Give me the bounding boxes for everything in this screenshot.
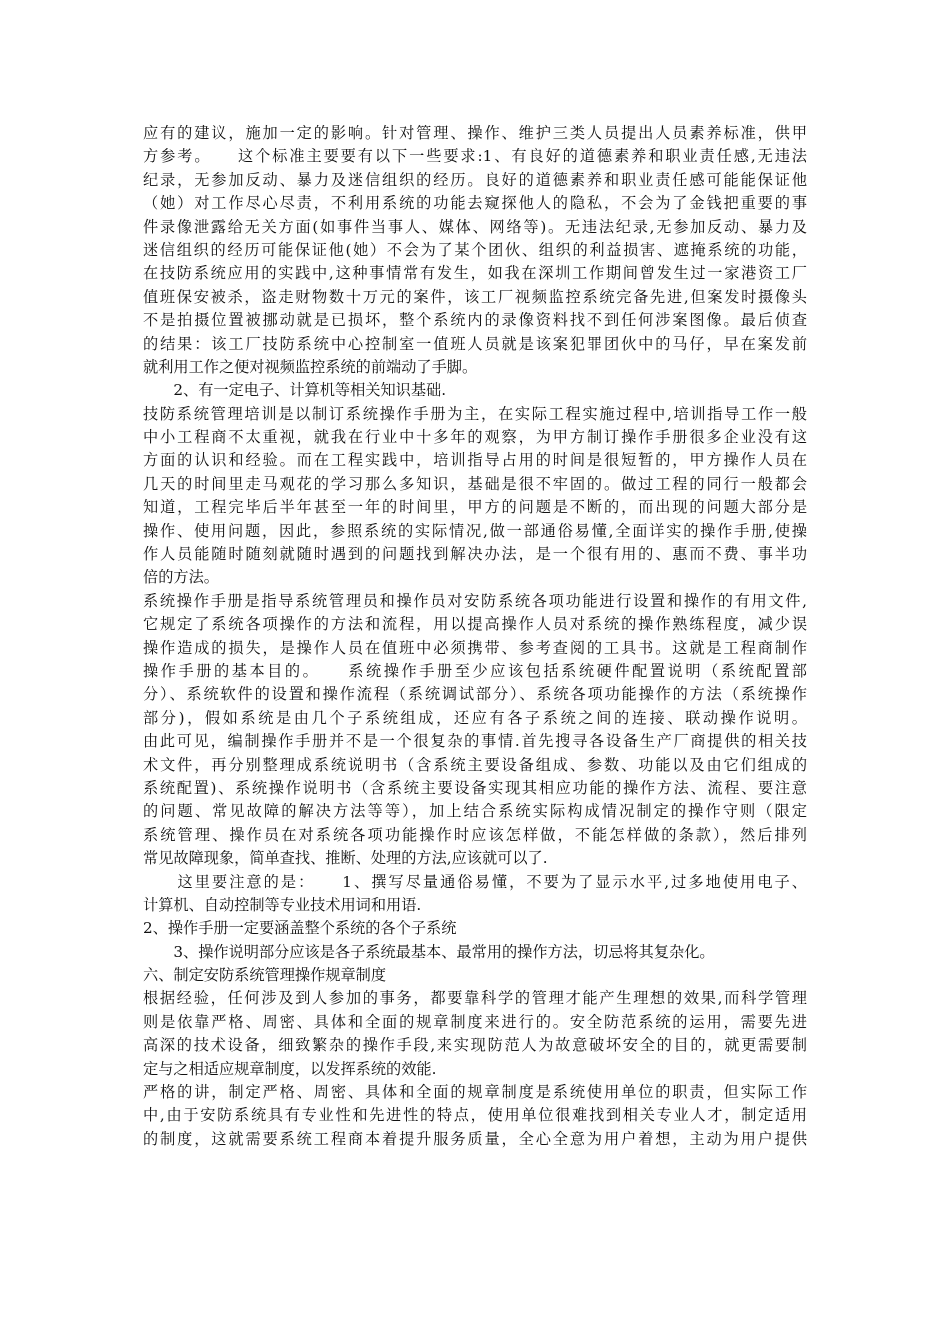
text-line: 部分)，假如系统是由几个子系统组成，还应有各子系统之间的连接、联动操作说明。	[143, 708, 807, 727]
text-line: 的制度，这就需要系统工程商本着提升服务质量，全心全意为用户着想，主动为用户提供	[143, 1129, 807, 1148]
text-line: 操作手册的基本目的。 系统操作手册至少应该包括系统硬件配置说明（系统配置部	[143, 661, 807, 680]
text-line: 六、制定安防系统管理操作规章制度	[143, 966, 386, 985]
text-line: 系统管理、操作员在对系统各项功能操作时应该怎样做，不能怎样做的条款），然后排列	[143, 825, 807, 844]
text-line: 它规定了系统各项操作的方法和流程，用以提高操作人员对系统的操作熟练程度，减少误	[143, 615, 807, 634]
text-line: 中小工程商不太重视，就我在行业中十多年的观察，为甲方制订操作手册很多企业没有这	[143, 428, 807, 447]
text-line: 由此可见，编制操作手册并不是一个很复杂的事情.首先搜寻各设备生产厂商提供的相关技	[143, 732, 807, 751]
text-line: 就利用工作之便对视频监控系统的前端动了手脚。	[143, 357, 478, 376]
text-line: 常见故障现象，简单查找、推断、处理的方法,应该就可以了.	[143, 849, 548, 868]
text-line: 分）、系统软件的设置和操作流程（系统调试部分）、系统各项功能操作的方法（系统操作	[143, 685, 807, 704]
text-line: 知道，工程完毕后半年甚至一年的时间里，甲方的问题是不断的，而出现的问题大部分是	[143, 498, 807, 517]
text-line: 迷信组织的经历可能保证他(她）不会为了某个团伙、组织的利益损害、遮掩系统的功能，	[143, 240, 807, 259]
text-line: 的问题、常见故障的解决方法等等），加上结合系统实际构成情况制定的操作守则（限定	[143, 802, 807, 821]
text-line: 高深的技术设备，细致繁杂的操作手段,来实现防范人为故意破坏安全的目的，就更需要制	[143, 1036, 807, 1055]
text-line: 2、操作手册一定要涵盖整个系统的各个子系统	[143, 919, 457, 938]
document-body	[143, 122, 807, 1151]
text-line: 作人员能随时随刻就随时遇到的问题找到解决办法，是一个很有用的、惠而不费、事半功	[143, 545, 807, 564]
text-line: 纪录，无参加反动、暴力及迷信组织的经历。良好的道德素养和职业责任感可能能保证他	[143, 170, 807, 189]
text-line: 系统配置)、系统操作说明书（含系统主要设备实现其相应功能的操作方法、流程、要注意	[143, 778, 807, 797]
text-line: 定与之相适应规章制度，以发挥系统的效能.	[143, 1059, 437, 1078]
text-line: 这里要注意的是： 1、撰写尽量通俗易懂，不要为了显示水平,过多地使用电子、	[143, 872, 807, 891]
text-line: 方面的认识和经验。而在工程实践中，培训指导占用的时间是很短暂的，甲方操作人员在	[143, 451, 807, 470]
text-line: 值班保安被杀，盗走财物数十万元的案件，该工厂视频监控系统完备先进,但案发时摄像头	[143, 287, 807, 306]
text-line: 应有的建议，施加一定的影响。针对管理、操作、维护三类人员提出人员素养标准，供甲	[143, 124, 807, 142]
text-line: 技防系统管理培训是以制订系统操作手册为主，在实际工程实施过程中,培训指导工作一般	[143, 404, 807, 423]
text-line: （她）对工作尽心尽责，不利用系统的功能去窥探他人的隐私，不会为了金钱把重要的事	[143, 194, 807, 213]
text-line: 3、操作说明部分应该是各子系统最基本、最常用的操作方法，切忌将其复杂化。	[143, 942, 715, 961]
text-line: 的结果：该工厂技防系统中心控制室一值班人员就是该案犯罪团伙中的马仔，早在案发前	[143, 334, 807, 353]
text-line: 则是依靠严格、周密、具体和全面的规章制度来进行的。安全防范系统的运用，需要先进	[143, 1012, 807, 1031]
text-line: 操作造成的损失，是操作人员在值班中必须携带、参考查阅的工具书。这就是工程商制作	[143, 638, 807, 657]
text-line: 操作、使用问题，因此，参照系统的实际情况,做一部通俗易懂,全面详实的操作手册,使操	[143, 521, 807, 540]
text-line: 根据经验，任何涉及到人参加的事务，都要靠科学的管理才能产生理想的效果,而科学管理	[143, 989, 807, 1008]
text-line: 在技防系统应用的实践中,这种事情常有发生，如我在深圳工作期间曾发生过一家港资工厂	[143, 264, 807, 283]
text-line: 件录像泄露给无关方面(如事件当事人、媒体、网络等)。无违法纪录,无参加反动、暴力及	[143, 217, 807, 236]
text-line: 严格的讲，制定严格、周密、具体和全面的规章制度是系统使用单位的职责，但实际工作	[143, 1083, 807, 1102]
text-line: 系统操作手册是指导系统管理员和操作员对安防系统各项功能进行设置和操作的有用文件,	[143, 591, 807, 610]
text-line: 计算机、自动控制等专业技术用词和用语.	[143, 895, 422, 914]
text-line: 几天的时间里走马观花的学习那么多知识，基础是很不牢固的。做过工程的同行一般都会	[143, 474, 807, 493]
text-line: 术文件，再分别整理成系统说明书（含系统主要设备组成、参数、功能以及由它们组成的	[143, 755, 807, 774]
text-line: 2、有一定电子、计算机等相关知识基础.	[143, 381, 447, 400]
text-line: 倍的方法。	[143, 568, 219, 587]
text-line: 不是拍摄位置被挪动就是已损坏，整个系统内的录像资料找不到任何涉案图像。最后侦查	[143, 311, 807, 330]
text-line: 方参考。 这个标准主要要有以下一些要求:1、有良好的道德素养和职业责任感,无违法	[143, 147, 807, 166]
text-line: 中,由于安防系统具有专业性和先进性的特点，使用单位很难找到相关专业人才，制定适用	[143, 1106, 807, 1125]
